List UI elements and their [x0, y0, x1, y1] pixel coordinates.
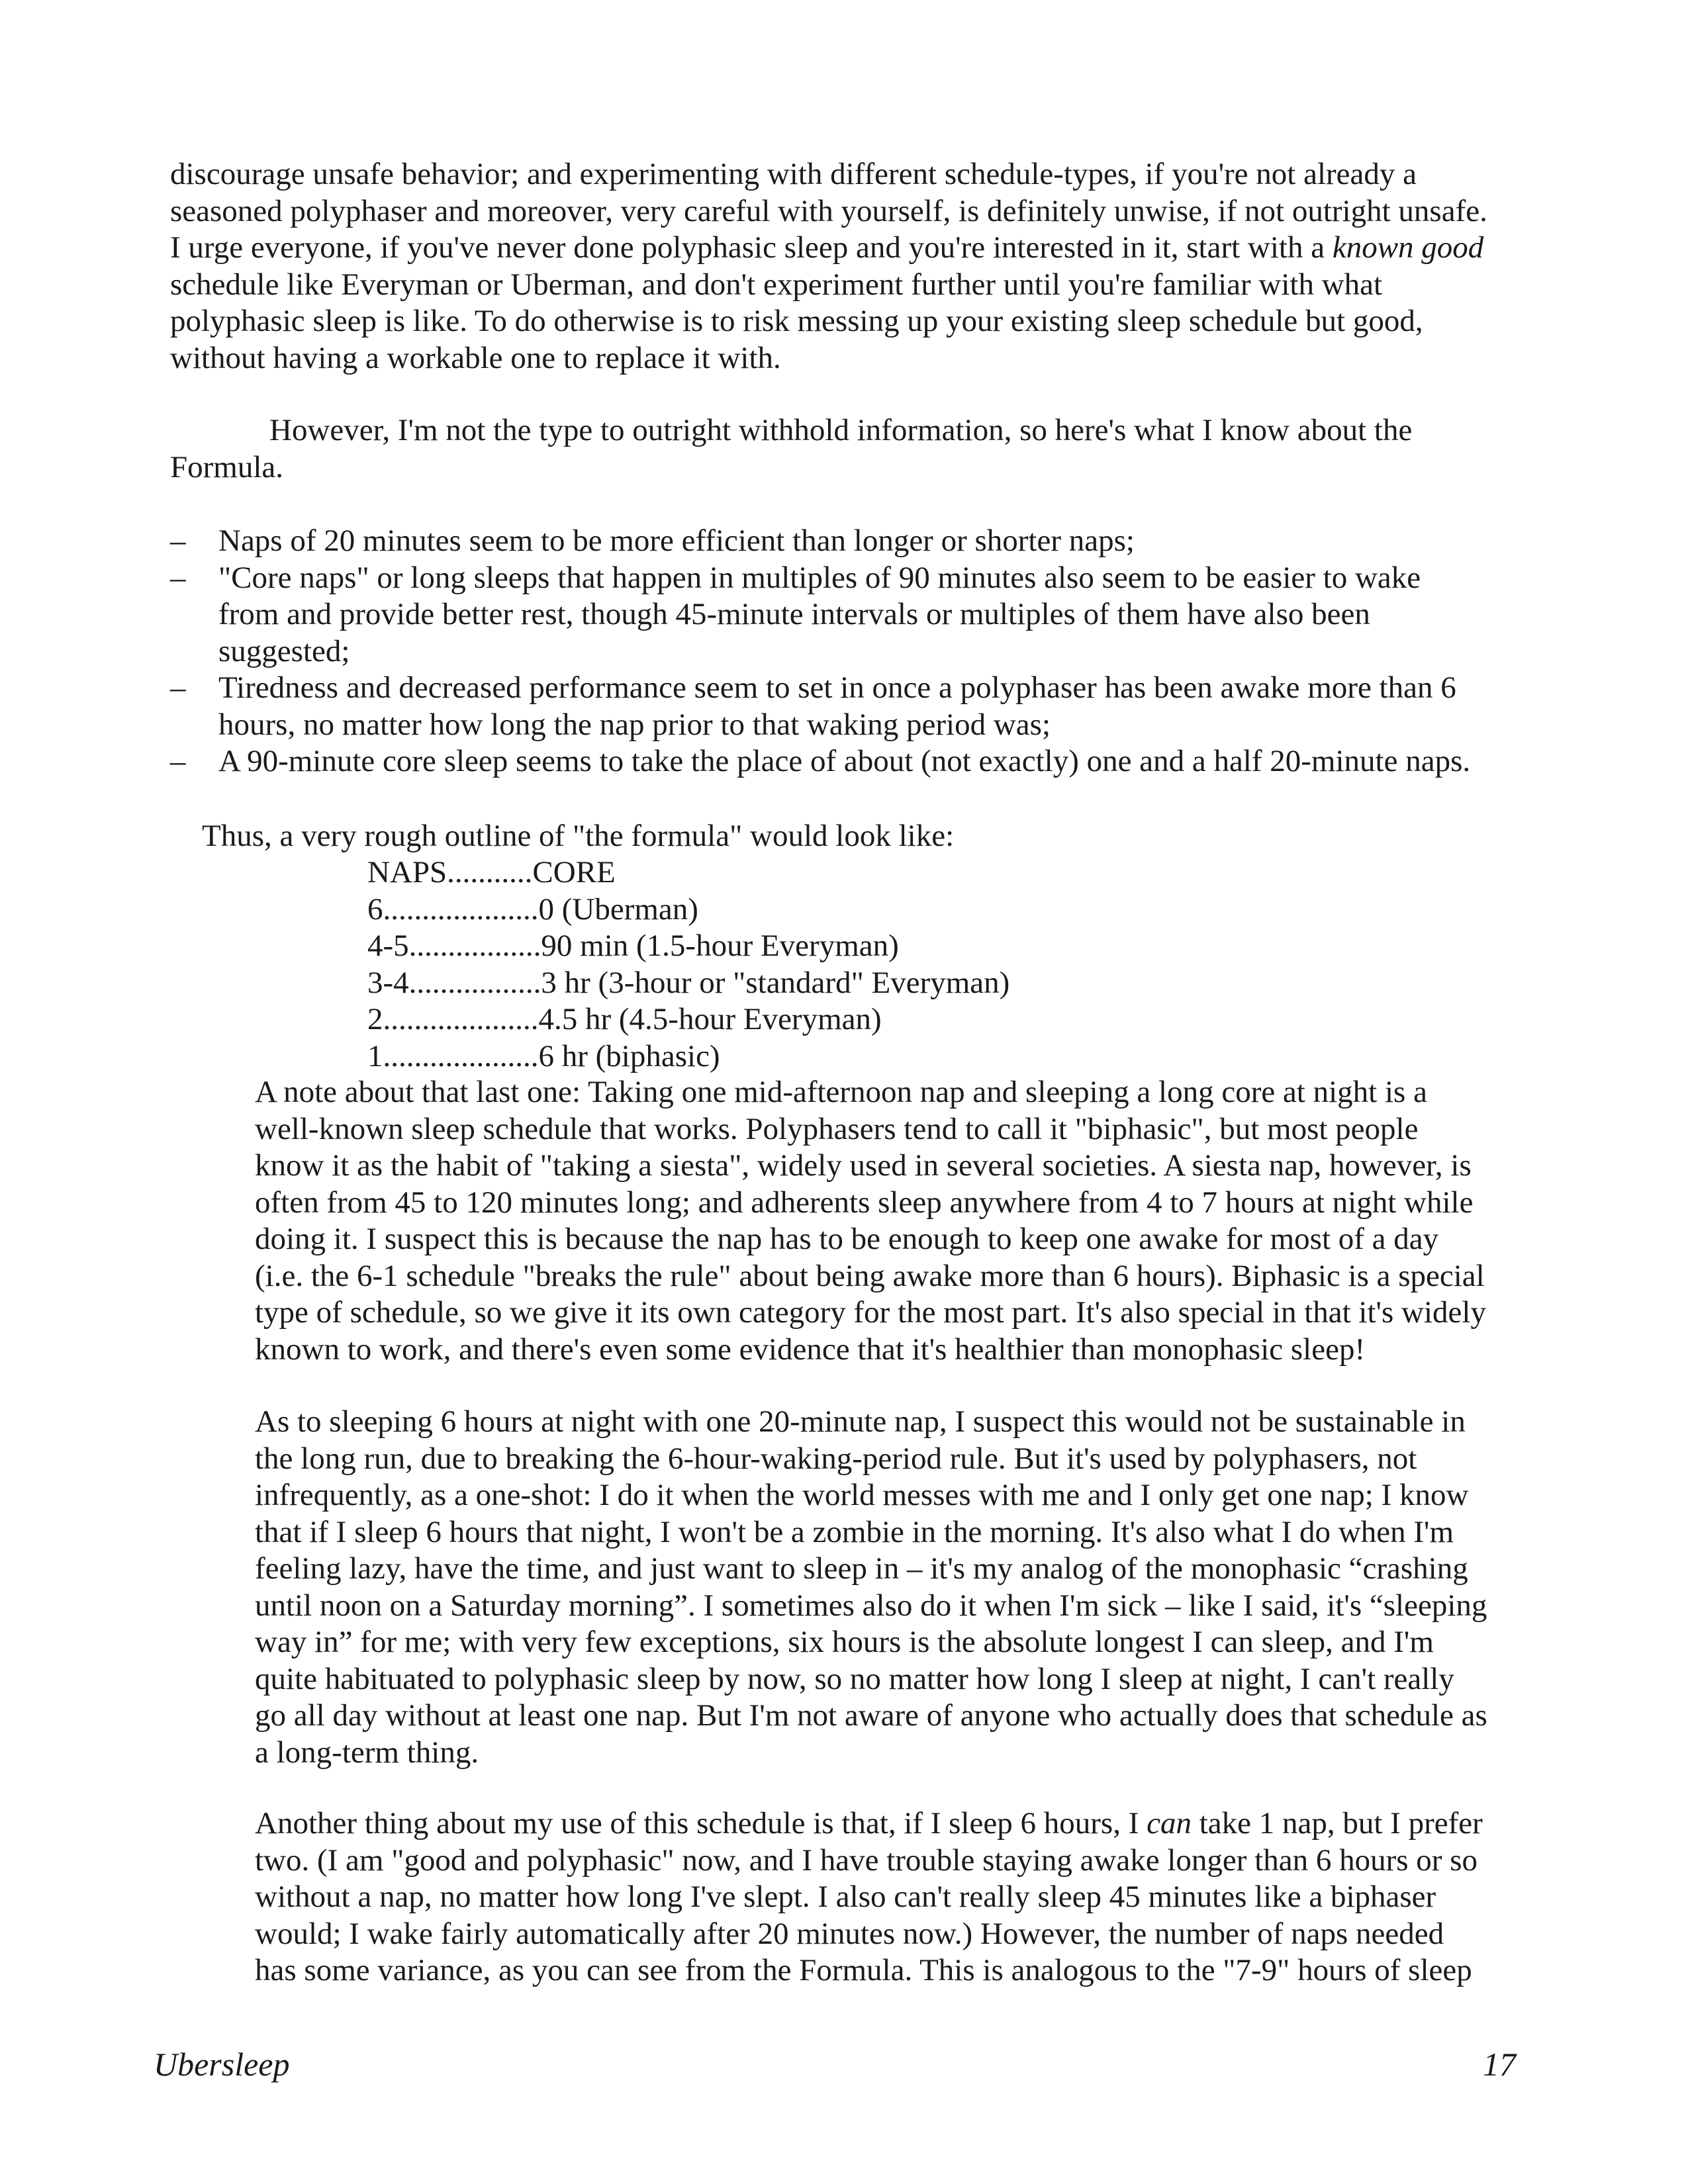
formula-table [367, 854, 1009, 1075]
text-line: As to sleeping 6 hours at night with one 20-minute nap, I suspect this would not be sustainable in [255, 1404, 1466, 1439]
list-item [170, 743, 1470, 780]
text-line: polyphasic sleep is like. To do otherwise is to risk messing up your existing sleep schedule but good, [170, 304, 1423, 338]
text-line: "Core naps" or long sleeps that happen in multiples of 90 minutes also seem to be easier to wake [218, 560, 1421, 595]
text-line: without a nap, no matter how long I've slept. I also can't really sleep 45 minutes like a biphaser [255, 1880, 1436, 1914]
text-segment: take 1 nap, but I prefer [1191, 1806, 1483, 1841]
footer-title: Ubersleep [154, 2046, 290, 2083]
text-segment: I urge everyone, if you've never done polyphasic sleep and you're interested in it, start with a [170, 230, 1333, 265]
text-line: A note about that last one: Taking one mid-afternoon nap and sleeping a long core at night is a [255, 1075, 1427, 1109]
bullet-dash: – [170, 744, 186, 778]
paragraph-intro [170, 156, 1487, 377]
list-item [170, 670, 1470, 743]
text-line: from and provide better rest, though 45-minute intervals or multiples of them have also been [218, 597, 1370, 631]
text-line [170, 230, 1487, 267]
text-line: doing it. I suspect this is because the nap has to be enough to keep one awake for most of a day [255, 1222, 1439, 1256]
text-line: until noon on a Saturday morning”. I sometimes also do it when I'm sick – like I said, it's “sleeping [255, 1588, 1487, 1623]
text-line: the long run, due to breaking the 6-hour-waking-period rule. But it's used by polyphasers, not [255, 1441, 1417, 1476]
text-line: infrequently, as a one-shot: I do it when the world messes with me and I only get one nap; I know [255, 1478, 1469, 1512]
text-line: feeling lazy, have the time, and just want to sleep in – it's my analog of the monophasic “crashing [255, 1551, 1468, 1586]
formula-row: 3-4.................3 hr (3-hour or "standard" Everyman) [367, 965, 1010, 1000]
text-line: However, I'm not the type to outright withhold information, so here's what I know about the [269, 413, 1413, 447]
thus-line [202, 818, 954, 855]
text-line: Formula. [170, 449, 284, 484]
paragraph-note [255, 1074, 1486, 1368]
text-line: would; I wake fairly automatically after 20 minutes now.) However, the number of naps needed [255, 1916, 1444, 1951]
text-line: without having a workable one to replace it with. [170, 340, 781, 375]
emphasis-text: can [1147, 1806, 1192, 1841]
text-line: way in” for me; with very few exceptions, six hours is the absolute longest I can sleep, and I'm [255, 1625, 1434, 1659]
bullet-dash: – [170, 523, 186, 558]
text-line: has some variance, as you can see from the Formula. This is analogous to the "7-9" hours of sleep [255, 1953, 1472, 1987]
text-line: two. (I am "good and polyphasic" now, and I have trouble staying awake longer than 6 hours or so [255, 1843, 1477, 1878]
formula-row: 2....................4.5 hr (4.5-hour Everyman) [367, 1002, 882, 1036]
paragraph-however [170, 412, 1412, 486]
text-line: a long-term thing. [255, 1735, 479, 1770]
footer-page-number: 17 [1483, 2046, 1516, 2083]
text-line: schedule like Everyman or Uberman, and don't experiment further until you're familiar with what [170, 267, 1383, 302]
text-line: suggested; [218, 633, 350, 668]
text-line: Naps of 20 minutes seem to be more efficient than longer or shorter naps; [218, 523, 1135, 558]
formula-row: 1....................6 hr (biphasic) [367, 1038, 720, 1073]
formula-row: 6....................0 (Uberman) [367, 891, 698, 927]
text-line: well-known sleep schedule that works. Polyphasers tend to call it "biphasic", but most people [255, 1111, 1419, 1146]
text-line: type of schedule, so we give it its own category for the most part. It's also special in that it's widely [255, 1295, 1486, 1330]
text-line: seasoned polyphaser and moreover, very careful with yourself, is definitely unwise, if not outright unsafe. [170, 193, 1487, 228]
text-line: that if I sleep 6 hours that night, I won't be a zombie in the morning. It's also what I do when I'm [255, 1514, 1454, 1549]
paragraph-another [255, 1805, 1483, 1989]
text-line: (i.e. the 6-1 schedule "breaks the rule" about being awake more than 6 hours). Biphasic is a special [255, 1258, 1485, 1293]
text-line: hours, no matter how long the nap prior to that waking period was; [218, 707, 1051, 742]
list-item [170, 523, 1470, 560]
text-line: Tiredness and decreased performance seem to set in once a polyphaser has been awake more than 6 [218, 670, 1456, 705]
bullet-dash: – [170, 560, 186, 595]
bullet-dash: – [170, 670, 186, 705]
text-line: known to work, and there's even some evidence that it's healthier than monophasic sleep! [255, 1332, 1366, 1367]
text-line: know it as the habit of "taking a siesta", widely used in several societies. A siesta nap, however, is [255, 1148, 1472, 1183]
text-line: often from 45 to 120 minutes long; and adherents sleep anywhere from 4 to 7 hours at night while [255, 1185, 1474, 1220]
text-line [255, 1805, 1483, 1843]
paragraph-sleeping [255, 1404, 1487, 1771]
text-line: discourage unsafe behavior; and experimenting with different schedule-types, if you're not already a [170, 157, 1417, 191]
text-line: go all day without at least one nap. But I'm not aware of anyone who actually does that schedule as [255, 1698, 1487, 1733]
text-line: Thus, a very rough outline of "the formula" would look like: [202, 819, 955, 853]
formula-row: 4-5.................90 min (1.5-hour Everyman) [367, 929, 899, 963]
text-line: A 90-minute core sleep seems to take the place of about (not exactly) one and a half 20-minute naps. [218, 744, 1471, 778]
bullet-list [170, 523, 1470, 780]
formula-header: NAPS...........CORE [367, 855, 616, 889]
text-segment: Another thing about my use of this schedule is that, if I sleep 6 hours, I [255, 1806, 1147, 1841]
text-line: quite habituated to polyphasic sleep by now, so no matter how long I sleep at night, I can't really [255, 1661, 1454, 1696]
list-item [170, 560, 1470, 670]
emphasis-text: known good [1332, 230, 1484, 265]
